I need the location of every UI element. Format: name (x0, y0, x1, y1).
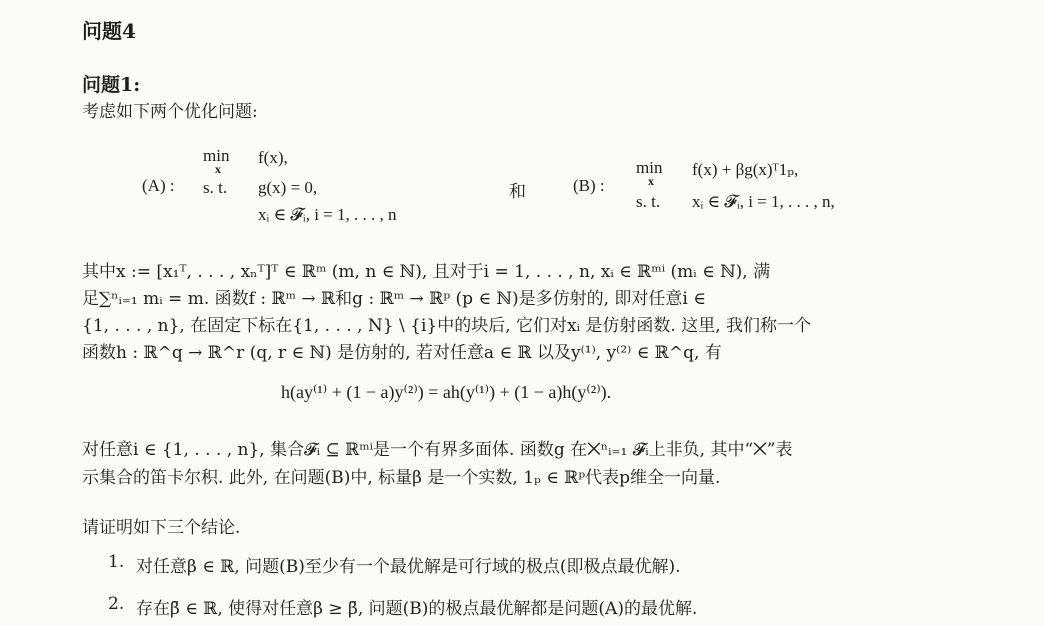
subproblem-heading: 问题1: (82, 74, 141, 96)
prove-text: 请证明如下三个结论. (82, 518, 241, 538)
problem-b-min: min (636, 158, 663, 177)
problem-a-st: s. t. (203, 178, 228, 197)
list-item-number: 2. (108, 594, 125, 614)
problem-b-st: s. t. (636, 192, 661, 211)
list-item-text: 对任意β ∈ ℝ, 问题(B)至少有一个最优解是可行域的极点(即极点最优解). (136, 557, 681, 577)
para1-line3: {1, . . . , n}, 在固定下标在{1, . . . , N} \ {i}中的块后, 它们对xᵢ 是仿射函数. 这里, 我们称一个 (82, 316, 812, 336)
problem-b-var: x (648, 174, 654, 188)
problem-a-label: (A) : (142, 176, 175, 195)
para2-line2: 示集合的笛卡尔积. 此外, 在问题(B)中, 标量β 是一个实数, 1ₚ ∈ ℝᵖ代表p维全一向量. (82, 468, 721, 488)
problem-a-constraint-1: g(x) = 0, (258, 178, 318, 197)
affine-equation: h(ay⁽¹⁾ + (1 − a)y⁽²⁾) = ah(y⁽¹⁾) + (1 − a)h(y⁽²⁾). (281, 382, 612, 402)
para1-line1: 其中x := [x₁ᵀ, . . . , xₙᵀ]ᵀ ∈ ℝᵐ (m, n ∈ ℕ), 且对于i = 1, . . . , n, xᵢ ∈ ℝᵐⁱ (mᵢ ∈ ℕ), 满 (82, 262, 771, 282)
list-item-number: 1. (108, 552, 125, 572)
problem-b-constraint: xᵢ ∈ 𝓕ᵢ, i = 1, . . . , n, (692, 192, 835, 211)
para1-line4: 函数h : ℝ^q → ℝ^r (q, r ∈ ℕ) 是仿射的, 若对任意a ∈ ℝ 以及y⁽¹⁾, y⁽²⁾ ∈ ℝ^q, 有 (82, 343, 722, 363)
problem-a-constraint-2: xᵢ ∈ 𝓕ᵢ, i = 1, . . . , n (258, 205, 397, 224)
problem-heading: 问题4 (82, 19, 136, 43)
problem-a-var: x (215, 162, 221, 176)
para2-line1: 对任意i ∈ {1, . . . , n}, 集合𝓕ᵢ ⊆ ℝᵐⁱ是一个有界多面体. 函数g 在⨉ⁿᵢ₌₁ 𝓕ᵢ上非负, 其中“⨉”表 (82, 440, 793, 460)
problem-b-label: (B) : (573, 176, 605, 195)
list-item-text: 存在β̄ ∈ ℝ, 使得对任意β ≥ β̄, 问题(B)的极点最优解都是问题(A)的最优解. (136, 599, 698, 619)
problem-a-min: min (203, 146, 230, 165)
problem-b-objective: f(x) + βg(x)ᵀ1ₚ, (692, 160, 799, 179)
para1-line2: 足∑ⁿᵢ₌₁ mᵢ = m. 函数f : ℝᵐ → ℝ和g : ℝᵐ → ℝᵖ (p ∈ ℕ)是多仿射的, 即对任意i ∈ (82, 289, 706, 309)
and-word: 和 (509, 182, 526, 202)
problem-a-objective: f(x), (258, 148, 288, 167)
intro-text: 考虑如下两个优化问题: (82, 102, 258, 122)
